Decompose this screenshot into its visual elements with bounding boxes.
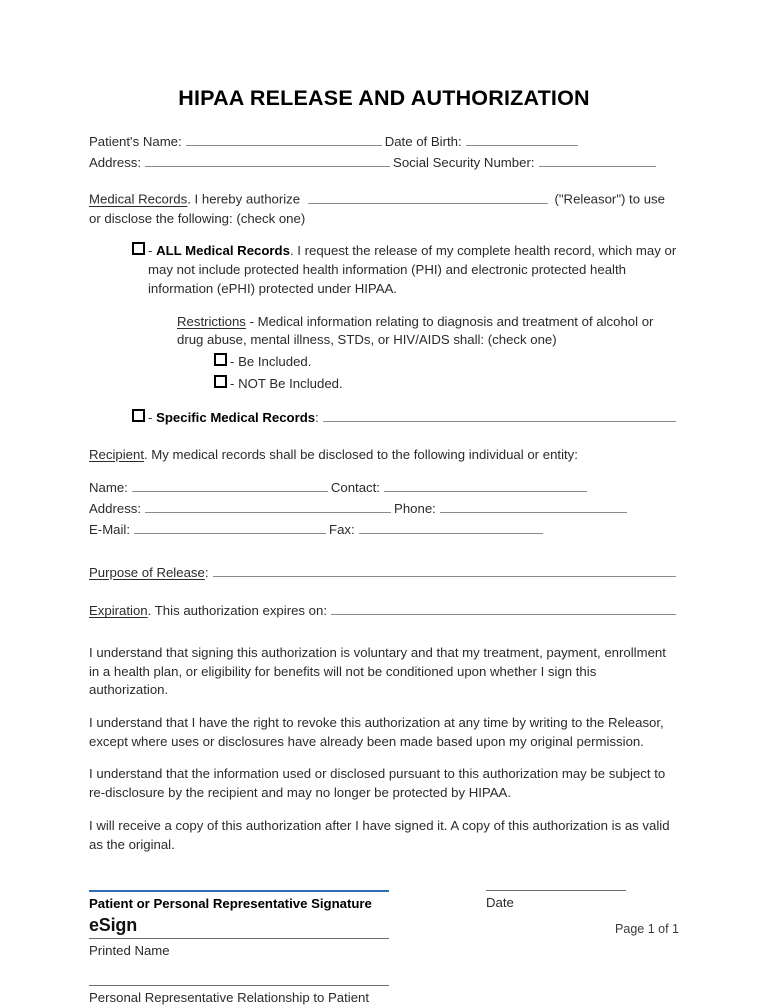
- statement-redisclosure: I understand that the information used or disclosed pursuant to this authorization may be subject to re-disclosure by the recipient and may no longer be protected by HIPAA.: [89, 766, 666, 801]
- recipient-fax-label: Fax:: [329, 522, 355, 538]
- recipient-intro-text: . My medical records shall be disclosed to the following individual or entity:: [143, 446, 578, 462]
- medical-records-heading: Medical Records: [89, 191, 188, 207]
- specific-medical-records-option[interactable]: [132, 409, 679, 428]
- medical-records-intro-after: ("Releasor") to use or disclose the following: (check one): [89, 191, 665, 226]
- restrictions-text: - Medical information relating to diagnosis and treatment of alcohol or drug abuse, mental illness, STDs, or HIV/AIDS shall: (check one): [177, 313, 654, 348]
- recipient-section: [89, 446, 679, 541]
- expiration-text: . This authorization expires on:: [147, 603, 328, 619]
- patient-address-label: Address:: [89, 154, 142, 170]
- restriction-option-included[interactable]: [214, 353, 679, 372]
- not-be-included-dash: -: [230, 375, 235, 391]
- patient-identification-section: [89, 132, 679, 174]
- recipient-name-label: Name:: [89, 479, 128, 495]
- specific-medical-records-checkbox[interactable]: [132, 409, 145, 422]
- specific-medical-records-input[interactable]: [323, 409, 676, 423]
- recipient-heading: Recipient: [89, 446, 144, 462]
- recipient-email-input[interactable]: [134, 521, 326, 535]
- recipient-intro: [89, 446, 679, 465]
- restrictions-heading: Restrictions: [177, 313, 246, 329]
- releasor-input[interactable]: [308, 190, 548, 204]
- signature-section: [89, 890, 679, 1007]
- page-footer: [89, 915, 679, 936]
- purpose-of-release-heading: Purpose of Release: [89, 564, 205, 580]
- page-title: HIPAA RELEASE AND AUTHORIZATION: [178, 86, 590, 110]
- expiration-row: [89, 601, 679, 621]
- recipient-phone-input[interactable]: [440, 499, 627, 513]
- purpose-of-release-row: [89, 563, 679, 583]
- patient-address-row: [89, 153, 679, 173]
- patient-dob-label: Date of Birth:: [384, 133, 462, 149]
- patient-ssn-input[interactable]: [539, 153, 656, 167]
- relationship-group: [89, 985, 389, 1008]
- all-medical-records-checkbox[interactable]: [132, 242, 145, 255]
- signature-and-date-row: [89, 890, 679, 914]
- expiration-date-input[interactable]: [331, 602, 676, 616]
- specific-medical-records-label: Specific Medical Records: [156, 410, 316, 426]
- statement-voluntary: I understand that signing this authorization is voluntary and that my treatment, payment, enrollment in a health plan, or eligibility for benefits will not be conditioned upon whether I sign this authorization.: [89, 644, 666, 698]
- date-field-group: [486, 890, 626, 913]
- recipient-address-input[interactable]: [145, 499, 391, 513]
- patient-name-input[interactable]: [186, 132, 382, 146]
- all-medical-records-option[interactable]: [132, 242, 679, 298]
- patient-ssn-label: Social Security Number:: [393, 154, 535, 170]
- be-included-checkbox[interactable]: [214, 353, 227, 366]
- be-included-label: Be Included.: [238, 354, 312, 370]
- restrictions-paragraph: [177, 313, 679, 350]
- signature-caption: Patient or Personal Representative Signature: [89, 896, 372, 912]
- recipient-fields: [89, 478, 679, 541]
- expiration-heading: Expiration: [89, 603, 148, 619]
- patient-name-label: Patient's Name:: [89, 133, 182, 149]
- patient-dob-input[interactable]: [466, 132, 578, 146]
- be-included-dash: -: [230, 354, 235, 370]
- recipient-email-label: E-Mail:: [89, 522, 131, 538]
- recipient-phone-label: Phone:: [394, 501, 436, 516]
- recipient-contact-label: Contact:: [330, 479, 380, 495]
- printed-name-caption: Printed Name: [89, 943, 170, 959]
- statement-revoke: I understand that I have the right to revoke this authorization at any time by writing to the Releasor, except where uses or disclosures have already been made based upon my original permission.: [89, 715, 664, 749]
- purpose-of-release-colon: :: [204, 564, 209, 580]
- date-caption: Date: [486, 895, 514, 911]
- purpose-of-release-input[interactable]: [213, 563, 676, 577]
- all-medical-records-dash: -: [148, 243, 153, 259]
- specific-medical-records-colon: :: [315, 410, 319, 426]
- patient-address-input[interactable]: [145, 153, 390, 167]
- medical-records-section: [89, 190, 679, 427]
- recipient-email-row: [89, 520, 679, 540]
- recipient-address-row: [89, 499, 679, 519]
- patient-name-row: [89, 132, 679, 152]
- relationship-caption: Personal Representative Relationship to Patient: [89, 990, 370, 1006]
- recipient-name-input[interactable]: [132, 478, 328, 492]
- page-number: Page 1 of 1: [615, 922, 679, 936]
- recipient-contact-input[interactable]: [384, 478, 587, 492]
- medical-records-intro: [89, 190, 679, 228]
- specific-medical-records-dash: -: [148, 410, 153, 426]
- brand-logo: eSign: [89, 915, 138, 935]
- recipient-address-label: Address:: [89, 501, 142, 516]
- acknowledgement-statements: [89, 644, 679, 855]
- printed-name-group: [89, 938, 389, 961]
- not-be-included-label: NOT Be Included.: [238, 375, 343, 391]
- statement-copy: I will receive a copy of this authorization after I have signed it. A copy of this authorization is as valid as the original.: [89, 817, 670, 852]
- signature-spacer-2: [89, 961, 679, 985]
- recipient-name-row: [89, 478, 679, 498]
- signature-field-group: [89, 890, 389, 914]
- not-be-included-checkbox[interactable]: [214, 375, 227, 388]
- recipient-fax-input[interactable]: [359, 521, 543, 535]
- restriction-option-not-included[interactable]: [214, 375, 679, 394]
- all-medical-records-label: ALL Medical Records: [156, 243, 290, 259]
- medical-records-intro-before: . I hereby authorize: [187, 191, 301, 207]
- all-medical-records-text: . I request the release of my complete health record, which may or may not include protected health information (PHI) and electronic protected health information (ePHI) protected under HIPAA.: [148, 243, 677, 296]
